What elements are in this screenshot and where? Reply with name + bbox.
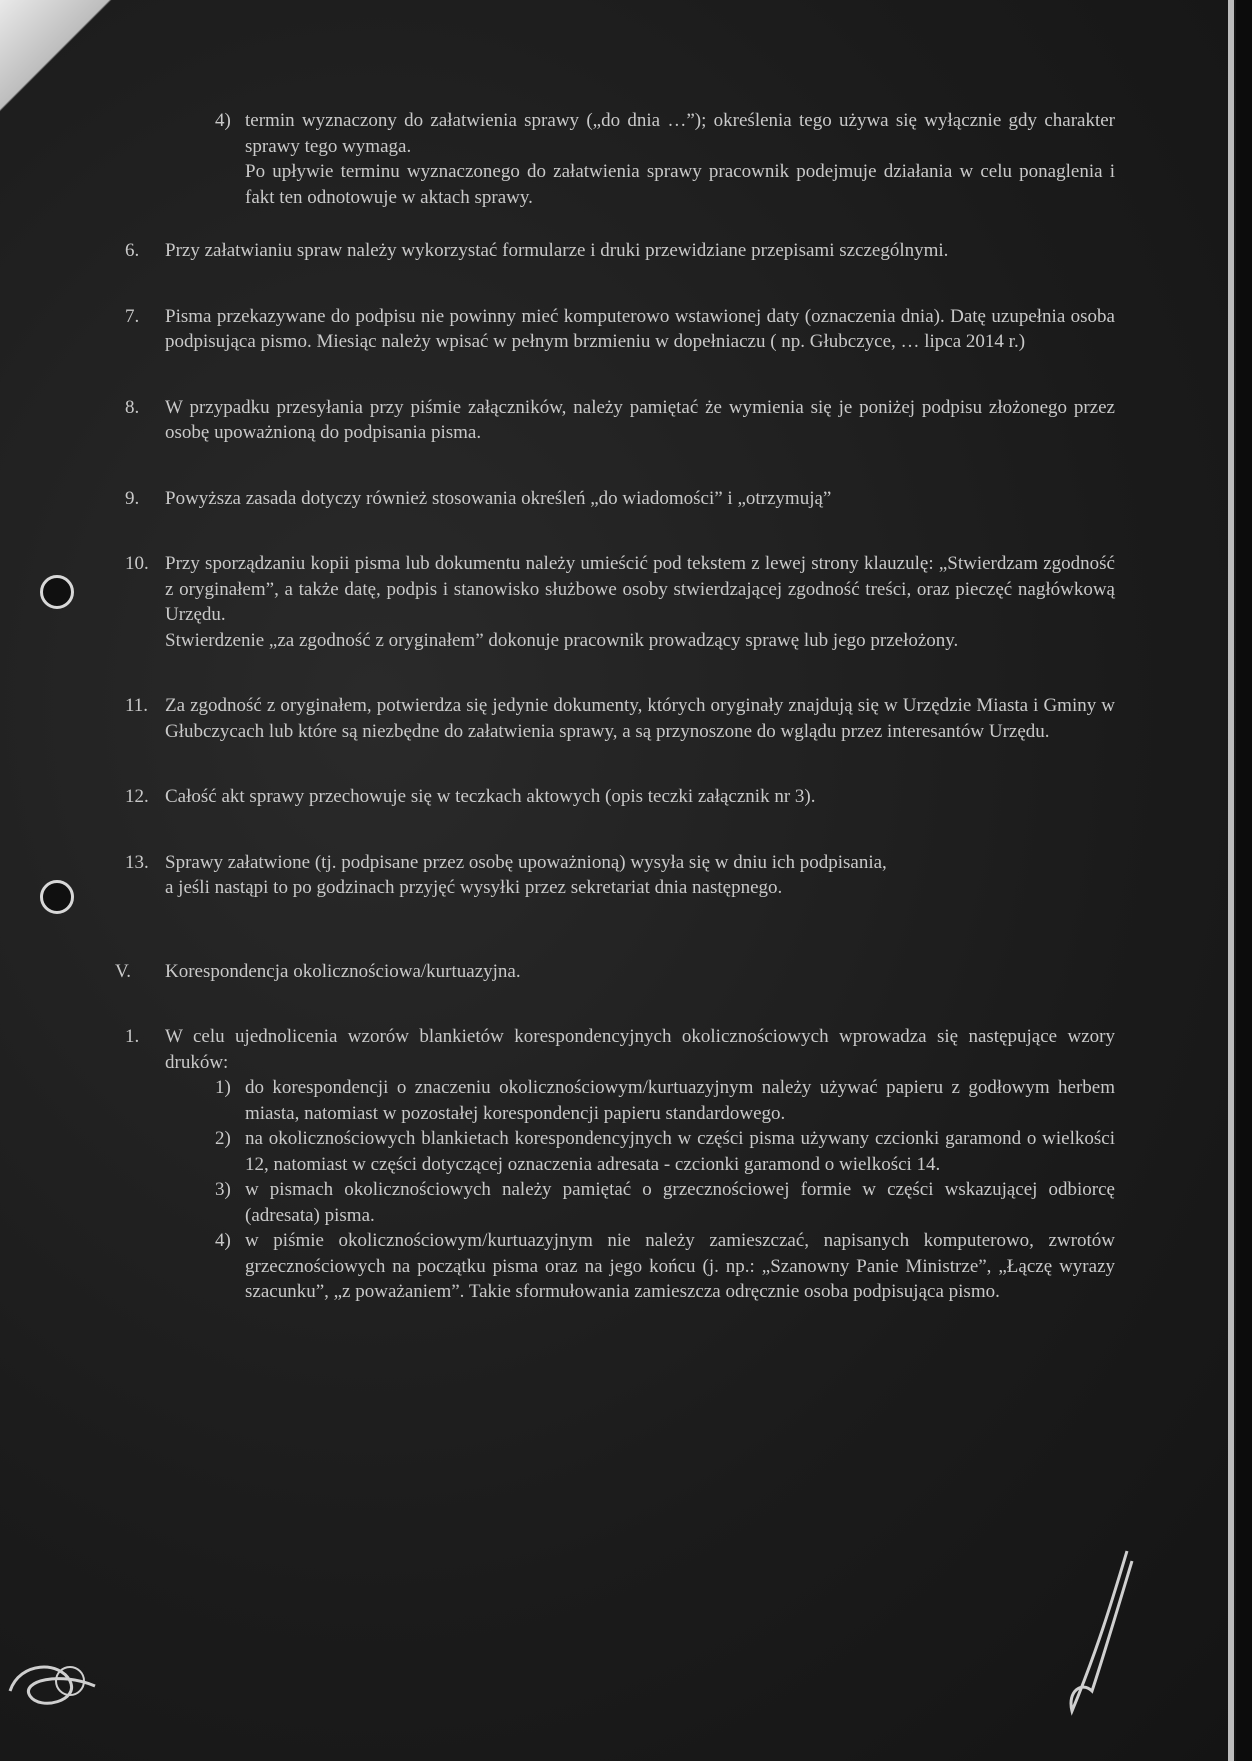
item-number: 13. <box>125 851 149 873</box>
item-text: Całość akt sprawy przechowuje się w teczkach aktowych (opis teczki załącznik nr 3). <box>165 786 816 807</box>
item-text: termin wyznaczony do załatwienia sprawy („do dnia …”); określenia tego używa się wyłącznie gdy charakter sprawy tego wymaga. <box>245 110 1115 157</box>
item-number: 12. <box>125 786 149 807</box>
scan-border <box>1236 0 1252 1761</box>
list-item <box>125 850 1115 901</box>
section-title: Korespondencja okolicznościowa/kurtuazyjna. <box>165 960 521 982</box>
item-text: Przy sporządzaniu kopii pisma lub dokumentu należy umieścić pod tekstem z lewej strony klauzulę: „Stwierdzam zgodność z oryginałem”, a także datę, podpis i stanowisko służbowe osoby stwierdzającej zgodność treści, oraz pieczęć nagłówkową Urzędu. <box>165 553 1115 625</box>
item-number: 9. <box>125 487 140 509</box>
sub-list-item <box>125 1228 1115 1305</box>
item-text-continued: Stwierdzenie „za zgodność z oryginałem” dokonuje pracownik prowadzący sprawę lub jego przełożony. <box>165 629 959 651</box>
item-number: 4) <box>215 1230 231 1251</box>
item-text: Przy załatwianiu spraw należy wykorzystać formularze i druki przewidziane przepisami szczególnymi. <box>165 240 949 261</box>
list-item <box>125 486 1115 512</box>
sub-list-item <box>125 1126 1115 1177</box>
item-number: 1. <box>125 1026 140 1047</box>
item-text: do korespondencji o znaczeniu okolicznościowym/kurtuazyjnym należy używać papieru z godłowym herbem miasta, natomiast w pozostałej korespondencji papieru standardowego. <box>245 1077 1115 1124</box>
list-item <box>125 238 1115 264</box>
page-edge <box>1228 0 1234 1761</box>
item-text: Pisma przekazywane do podpisu nie powinny mieć komputerowo wstawionej daty (oznaczenia dnia). Datę uzupełnia osoba podpisująca pismo. Miesiąc należy wpisać w pełnym brzmieniu w dopełniaczu ( np. Głubczyce, … lipca 2014 r.) <box>165 305 1115 352</box>
list-item <box>125 395 1115 446</box>
item-text-continued: Po upływie terminu wyznaczonego do załatwienia sprawy pracownik podejmuje działania w celu ponaglenia i fakt ten odnotowuje w aktach sprawy. <box>245 161 1115 208</box>
item-text: Za zgodność z oryginałem, potwierdza się jedynie dokumenty, których oryginały znajdują się w Urzędzie Miasta i Gminy w Głubczycach lub które są niezbędne do załatwienia sprawy, a są przynoszone do wglądu przez interesantów Urzędu. <box>165 695 1115 742</box>
item-number: 6. <box>125 240 140 261</box>
item-number: 1) <box>215 1077 231 1098</box>
item-number: 4) <box>215 110 231 131</box>
item-text: W celu ujednolicenia wzorów blankietów korespondencyjnych okolicznościowych wprowadza się następujące wzory druków: <box>165 1026 1115 1073</box>
punch-hole-icon <box>40 575 74 609</box>
item-text: na okolicznościowych blankietach korespondencyjnych w części pisma używany czcionki garamond o wielkości 12, natomiast w części dotyczącej oznaczenia adresata - czcionki garamond o wielkości 14. <box>245 1128 1115 1175</box>
item-number: 3) <box>215 1179 231 1200</box>
folded-corner <box>0 0 130 130</box>
list-item <box>125 1024 1115 1075</box>
list-item <box>125 304 1115 355</box>
item-text: W przypadku przesyłania przy piśmie załączników, należy pamiętać że wymienia się je poniżej podpisu złożonego przez osobę upoważnioną do podpisania pisma. <box>165 396 1115 443</box>
item-number: 10. <box>125 553 149 574</box>
section-number: V. <box>115 960 132 982</box>
punch-hole-icon <box>40 880 74 914</box>
item-number: 8. <box>125 396 140 418</box>
item-number: 2) <box>215 1128 231 1149</box>
list-item <box>125 784 1115 810</box>
section-heading <box>115 959 1115 985</box>
item-text: Sprawy załatwione (tj. podpisane przez osobę upoważnioną) wysyła się w dniu ich podpisania, <box>165 851 887 873</box>
item-text-continued: a jeśli nastąpi to po godzinach przyjęć wysyłki przez sekretariat dnia następnego. <box>165 877 783 898</box>
stamp-mark <box>0 1641 110 1721</box>
item-text: Powyższa zasada dotyczy również stosowania określeń „do wiadomości” i „otrzymują” <box>165 487 832 509</box>
signature <box>1052 1541 1142 1721</box>
sub-list-item <box>125 1177 1115 1228</box>
item-text: w piśmie okolicznościowym/kurtuazyjnym nie należy zamieszczać, napisanych komputerowo, zwrotów grzecznościowych na początku pisma oraz na jego końcu (j. np.: „Szanowny Panie Ministrze”, „Łączę wyrazy szacunku”, „z poważaniem”. Takie sformułowania zamieszcza odręcznie osoba podpisująca pismo. <box>245 1230 1115 1302</box>
document-body <box>115 108 1115 1305</box>
item-number: 11. <box>125 695 149 716</box>
list-item <box>125 693 1115 744</box>
sub-list-item <box>125 1075 1115 1126</box>
item-text: w pismach okolicznościowych należy pamiętać o grzecznościowej formie w części wskazującej odbiorcę (adresata) pisma. <box>245 1179 1115 1226</box>
item-number: 7. <box>125 305 140 327</box>
list-item <box>125 108 1115 210</box>
list-item <box>125 551 1115 653</box>
